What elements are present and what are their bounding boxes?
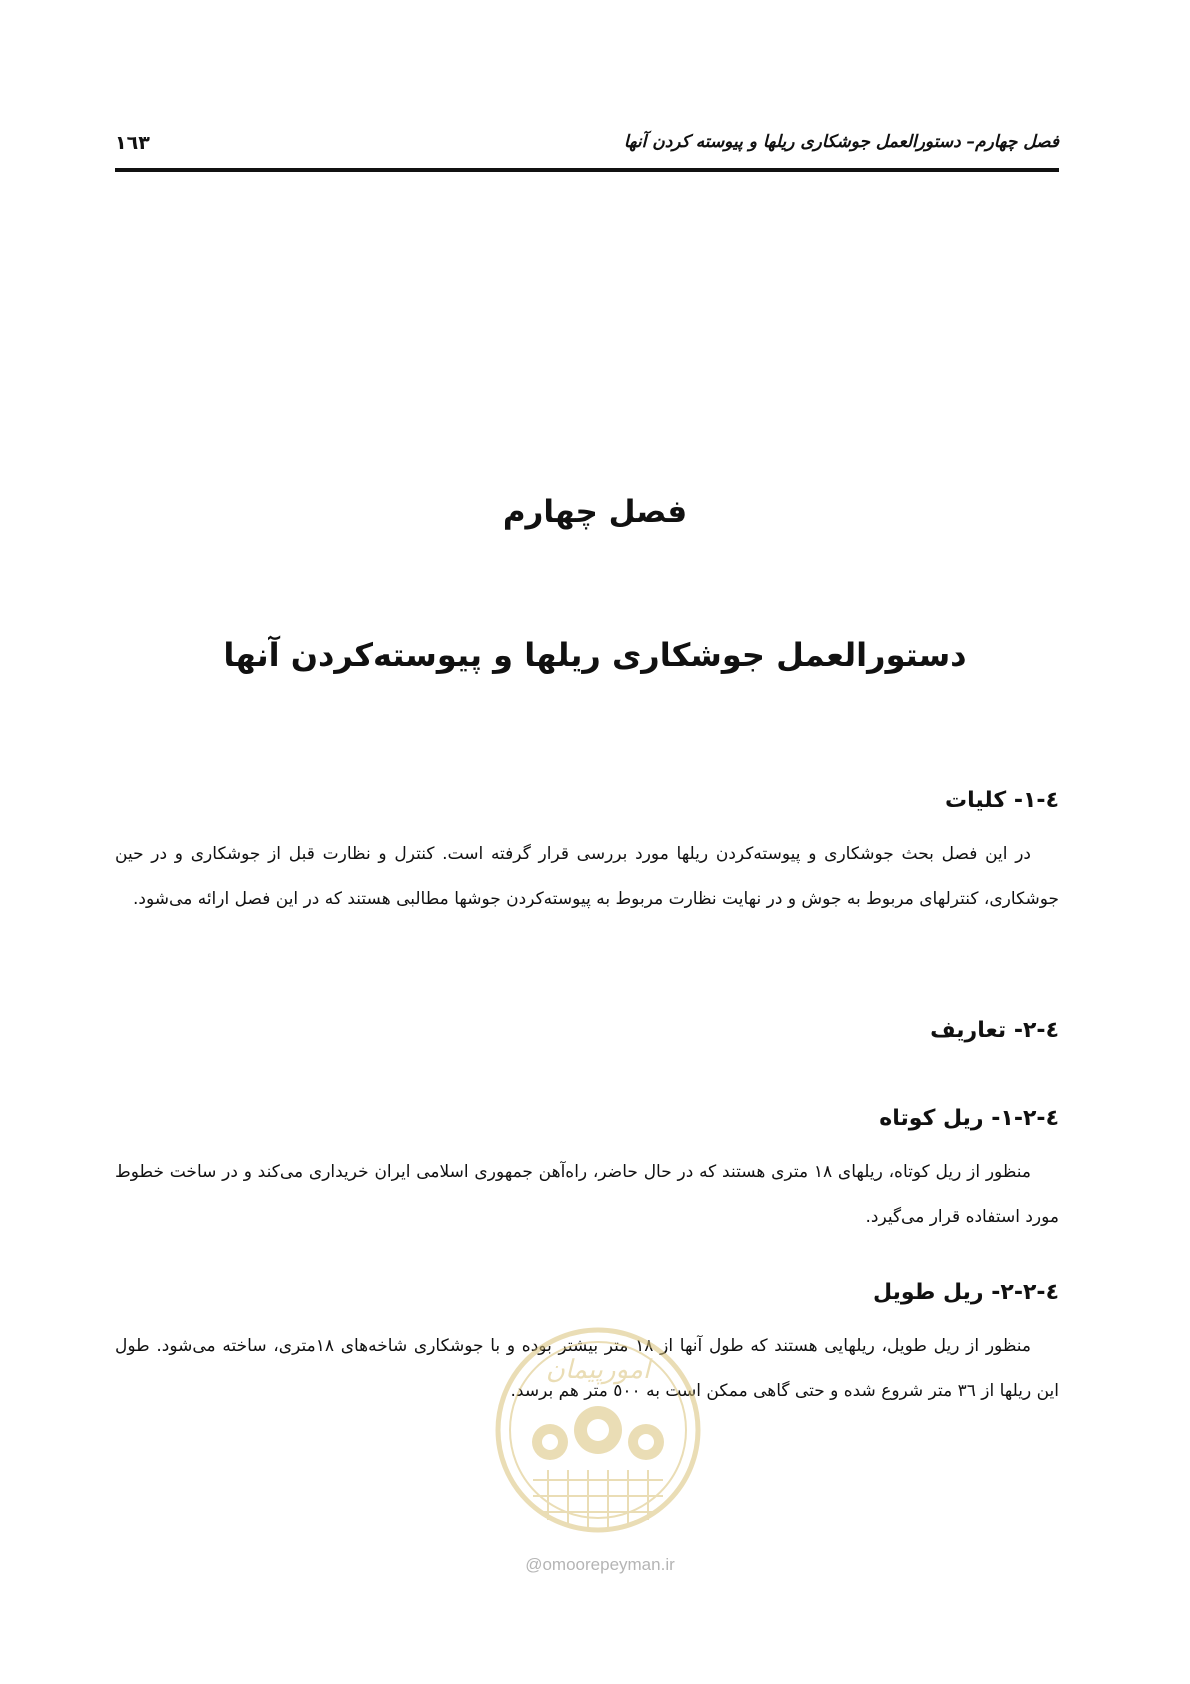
section-number: ٤-٢-٢- bbox=[991, 1280, 1059, 1305]
chapter-title: دستورالعمل جوشکاری ریلها و پیوسته‌کردن آنها bbox=[223, 636, 967, 674]
section-heading-definitions bbox=[930, 1018, 1059, 1043]
section-heading-short-rail bbox=[879, 1106, 1059, 1131]
section-heading-general bbox=[945, 788, 1059, 813]
section-title: ریل طویل bbox=[872, 1280, 984, 1305]
watermark-logo-text: امورپیمان bbox=[545, 1355, 651, 1385]
section-title: تعاریف bbox=[930, 1018, 1007, 1043]
section-heading-long-rail bbox=[873, 1280, 1059, 1305]
section-paragraph-general bbox=[115, 832, 1059, 922]
paragraph-text: منظور از ریل طویل، ریلهایی هستند که طول آنها از ١٨ متر بیشتر بوده و با جوشکاری شاخه‌های ١٨متری، ساخته می‌شود. طول این ریلها از ٣٦ متر شروع شده و حتی گاهی ممکن است به ٥٠٠ متر هم برسد. bbox=[115, 1336, 1059, 1401]
watermark-url: @omoorepeyman.ir bbox=[525, 1555, 675, 1574]
section-title: کلیات bbox=[945, 788, 1007, 813]
running-header bbox=[115, 128, 1059, 164]
running-title: فصل چهارم– دستورالعمل جوشکاری ریلها و پیوسته کردن آنها bbox=[623, 132, 1059, 152]
section-number: ٤-١- bbox=[1013, 788, 1059, 813]
chapter-label: فصل چهارم bbox=[502, 494, 688, 530]
page-number: ١٦٣ bbox=[115, 132, 150, 154]
section-paragraph-short-rail bbox=[115, 1150, 1059, 1240]
paragraph-text: در این فصل بحث جوشکاری و پیوسته‌کردن ریلها مورد بررسی قرار گرفته است. کنترل و نظارت قبل از جوشکاری و در حین جوشکاری، کنترلهای مربوط به جوش و در نهایت نظارت مربوط به پیوسته‌کردن جوشها مطالبی هستند که در این فصل ارائه می‌شود. bbox=[115, 844, 1059, 909]
section-number: ٤-٢-١- bbox=[991, 1106, 1059, 1131]
header-rule bbox=[115, 168, 1059, 172]
section-title: ریل کوتاه bbox=[879, 1106, 984, 1131]
section-number: ٤-٢- bbox=[1013, 1018, 1059, 1043]
paragraph-text: منظور از ریل کوتاه، ریلهای ١٨ متری هستند که در حال حاضر، راه‌آهن جمهوری اسلامی ایران خریداری می‌کند و در ساخت خطوط مورد استفاده قرار می‌گیرد. bbox=[115, 1162, 1059, 1227]
